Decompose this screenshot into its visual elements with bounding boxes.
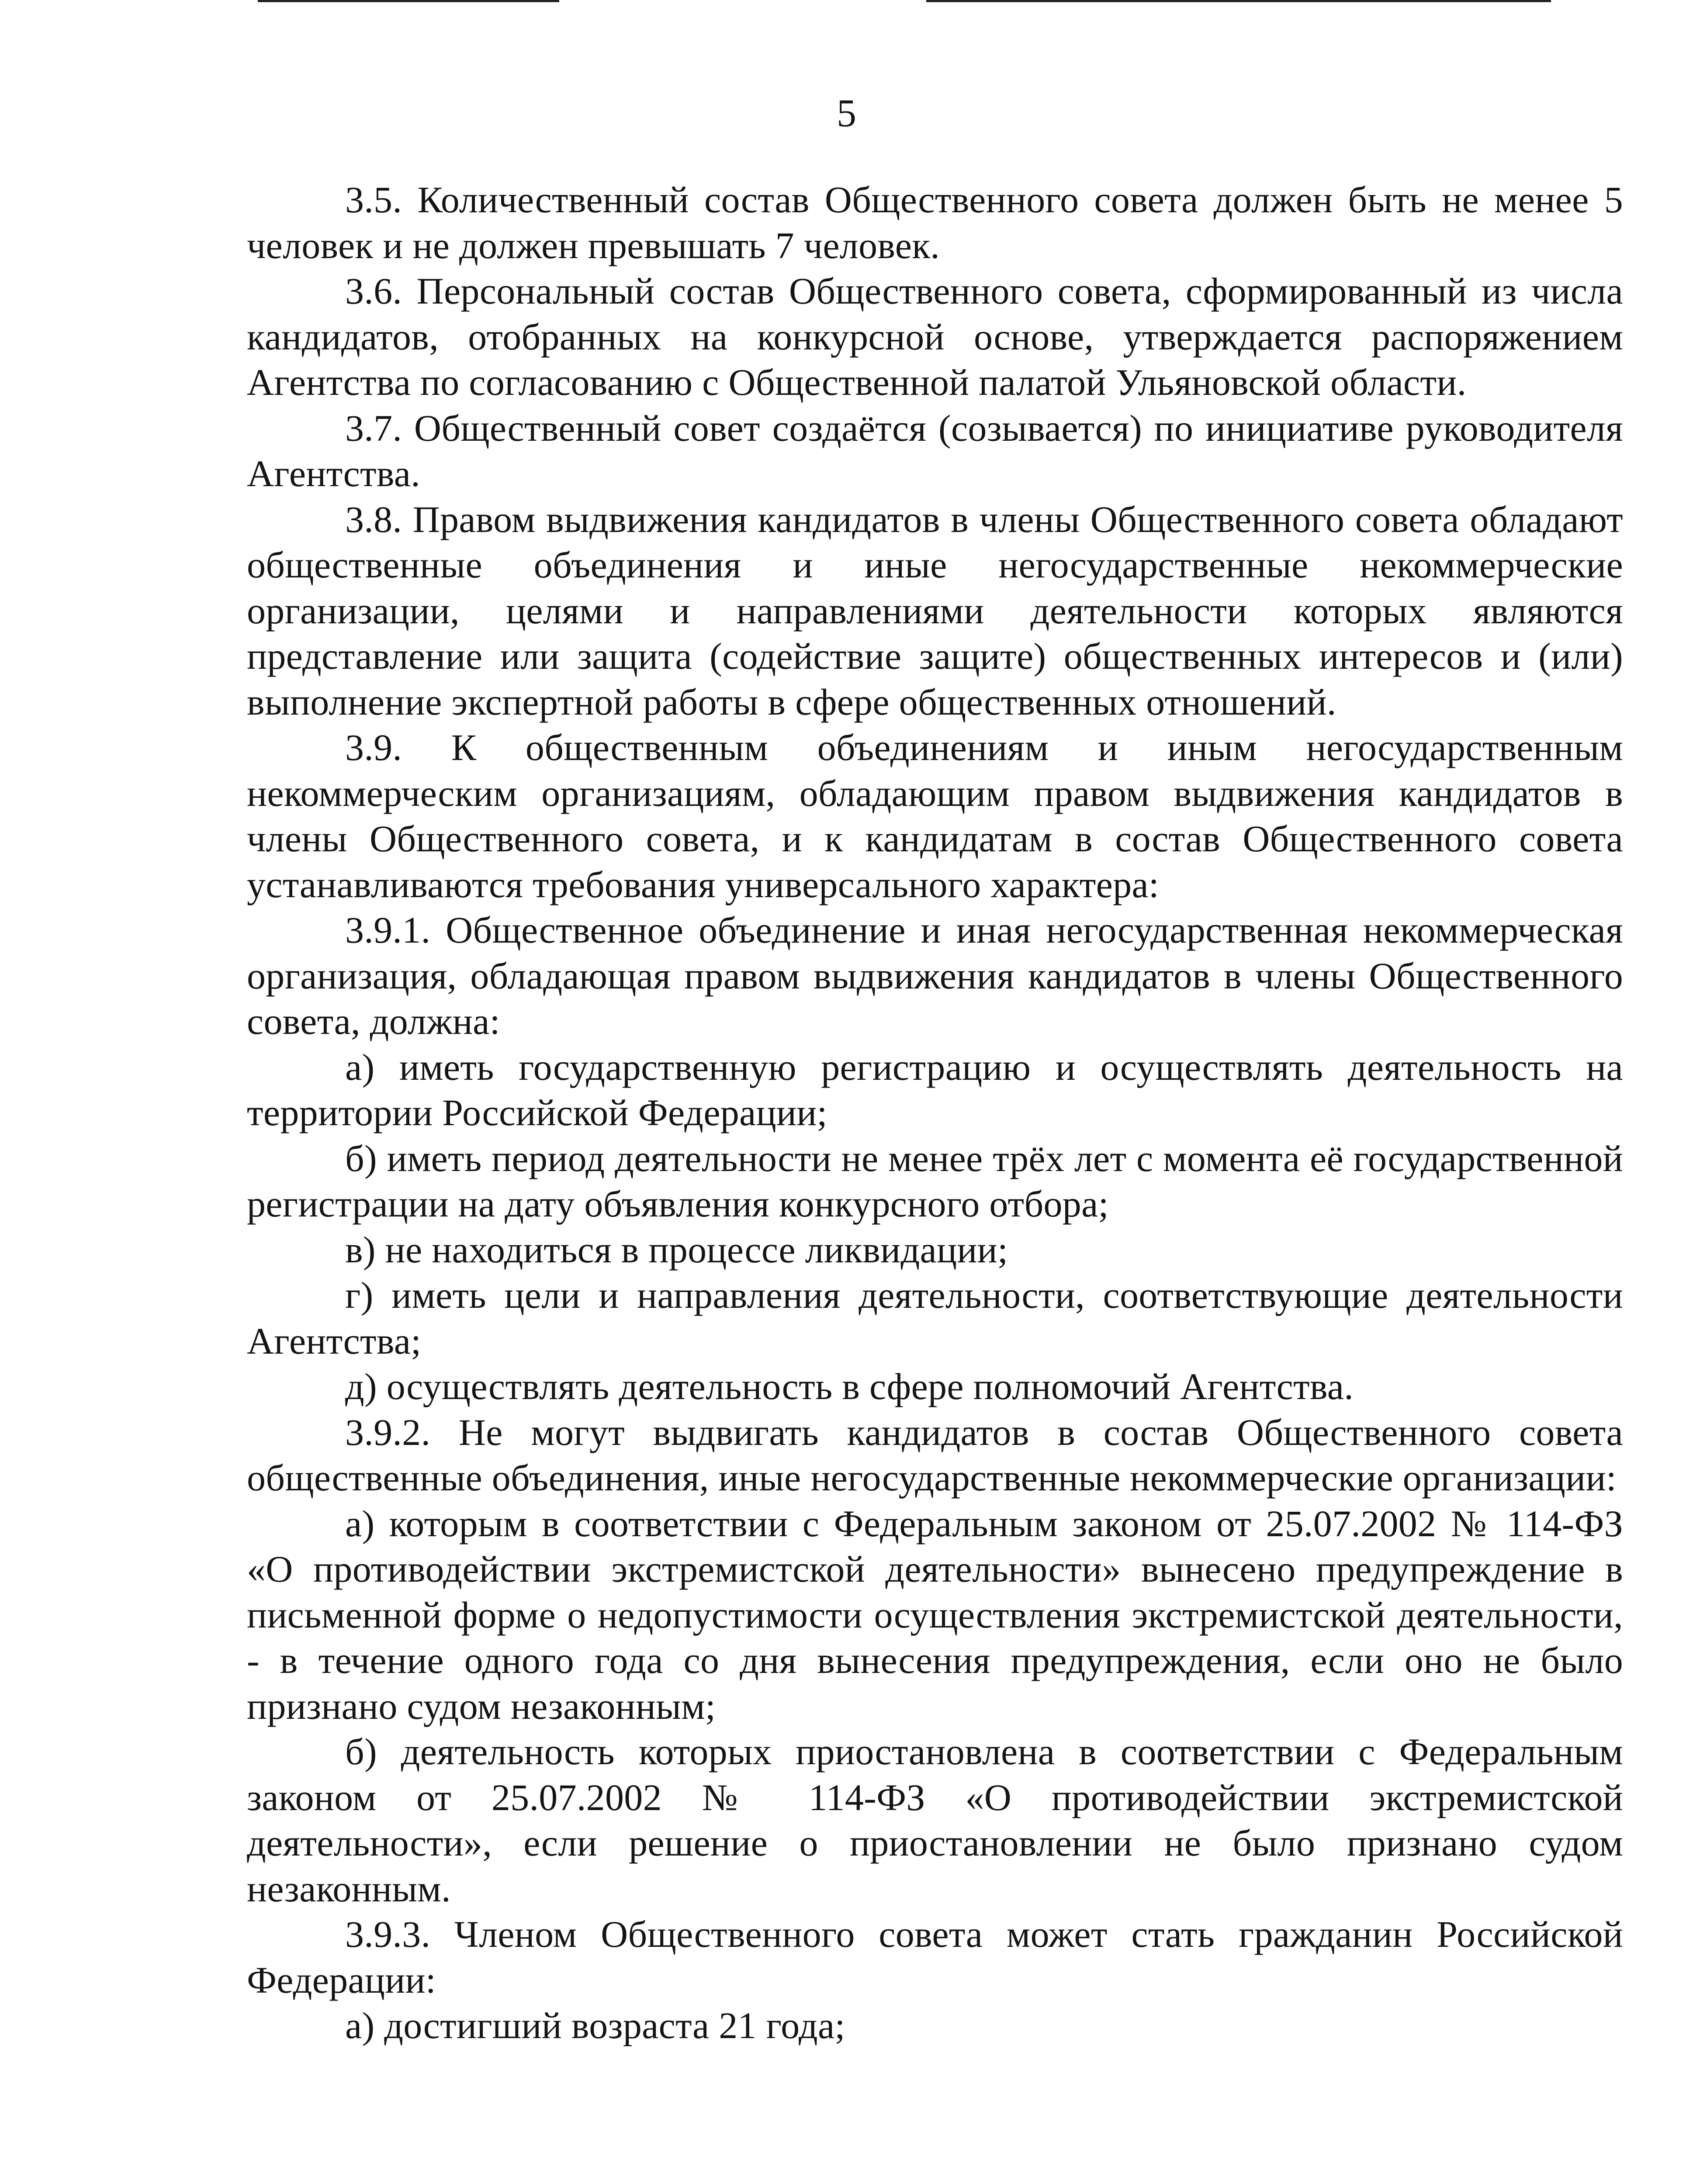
list-item-b-2: б) деятельность которых приостановлена в соответствии с Федеральным законом от 25.07.2002 № 114-ФЗ «О противодействии экстремистской деятельности», если решение о приостановлении не было признано судом незаконным. <box>247 1731 1623 1910</box>
list-item-a-2: а) которым в соответствии с Федеральным законом от 25.07.2002 № 114-ФЗ «О противодействии экстремистской деятельности» вынесено предупреждение в письменной форме о недопустимости осуществления экстремистской деятельности, - в течение одного года со дня вынесения предупреждения, если оно не было признано судом незаконным; <box>247 1502 1623 1727</box>
scan-edge-top-right <box>926 0 1551 2</box>
list-item-a: а) иметь государственную регистрацию и осуществлять деятельность на территории Российской Федерации; <box>247 1046 1623 1133</box>
document-body <box>247 177 1623 2049</box>
paragraph-3-5: 3.5. Количественный состав Общественного совета должен быть не менее 5 человек и не должен превышать 7 человек. <box>247 179 1623 266</box>
list-item-a-3: а) достигший возраста 21 года; <box>345 2004 845 2046</box>
paragraph-3-9-1: 3.9.1. Общественное объединение и иная негосударственная некоммерческая организация, обладающая правом выдвижения кандидатов в члены Общественного совета, должна: <box>247 909 1623 1042</box>
list-item-v: в) не находиться в процессе ликвидации; <box>345 1228 1008 1271</box>
paragraph-3-9-3: 3.9.3. Членом Общественного совета может стать гражданин Российской Федерации: <box>247 1913 1623 2001</box>
list-item-d: д) осуществлять деятельность в сфере полномочий Агентства. <box>345 1365 1354 1407</box>
list-item-b: б) иметь период деятельности не менее трёх лет с момента её государственной регистрации на дату объявления конкурсного отбора; <box>247 1137 1623 1225</box>
list-item-g: г) иметь цели и направления деятельности, соответствующие деятельности Агентства; <box>247 1274 1623 1362</box>
paragraph-3-7: 3.7. Общественный совет создаётся (созывается) по инициативе руководителя Агентства. <box>247 407 1623 494</box>
paragraph-3-9-2: 3.9.2. Не могут выдвигать кандидатов в состав Общественного совета общественные объединения, иные негосударственные некоммерческие организации: <box>247 1411 1623 1499</box>
page-number: 5 <box>837 92 856 135</box>
paragraph-3-8: 3.8. Правом выдвижения кандидатов в члены Общественного совета обладают общественные объединения и иные негосударственные некоммерческие организации, целями и направлениями деятельности которых являются представление или защита (содействие защите) общественных интересов и (или) выполнение экспертной работы в сфере общественных отношений. <box>247 498 1623 723</box>
paragraph-3-9: 3.9. К общественным объединениям и иным негосударственным некоммерческим организациям, обладающим правом выдвижения кандидатов в члены Общественного совета, и к кандидатам в состав Общественного совета устанавливаются требования универсального характера: <box>247 726 1623 905</box>
paragraph-3-6: 3.6. Персональный состав Общественного совета, сформированный из числа кандидатов, отобранных на конкурсной основе, утверждается распоряжением Агентства по согласованию с Общественной палатой Ульяновской области. <box>247 270 1623 403</box>
scan-edge-top-left <box>258 0 559 2</box>
